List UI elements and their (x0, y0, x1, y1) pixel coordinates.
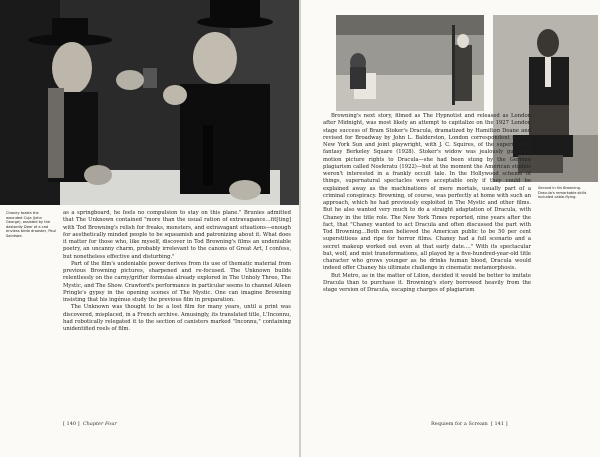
paragraph: as a springboard, he feels no compulsion to stay on this plane." Brunies admitted that The Unknown contained "more than the usual ration of extravagance…fit[ting] with Tod Browning's relish for freaks, monsters, and extravagant situations—enough for aesthetically minded people to be squeamish and patronizing about it. What does it matter for those who, like myself, discover in Tod Browning's films an undeniable poetry, an uncanny charm, probably irrelevant to the canons of Great Art, I confess, but nonetheless effective and disturbing." (63, 210, 291, 260)
body-text (323, 113, 531, 294)
paragraph: The Unknown was thought to be a lost film for many years, until a print was discovered, misplaced, in a French archive. Amusingly, its translated title, L'Inconnu, had robotically relegated it to the section of canisters marked "Inconnu," containing unidentified reels of film. (63, 304, 291, 332)
folio-left (63, 421, 117, 427)
page-number: [ 141 ] (490, 421, 508, 427)
page-number: [ 140 ] (63, 421, 80, 427)
paragraph: Browning's next story, filmed as The Hypnotist and released as London after Midnight, was most likely an attempt to capitalize on the 1927 London stage success of Bram Stoker's Dracula, dramatized by Hamilton Deane and revised for Broadway by John L. Balderston, London correspondent for the New York Sun and joint playwright, with J. C. Squires, of the supernatural fantasy Berkeley Square (1928). Stoker's widow was jealously guarding motion picture rights to Dracula—she had been stung by the German plagiarism called Nosferatu (1922)—but at the moment the American studios weren't interested in a frankly occult tale. In the Hollywood scheme of things, supernatural spectacles were acceptable only if they could be explained away as the machinations of mere mortals, usually part of a criminal conspiracy. Browning, of course, was perfectly at home with such an approach, which he had previously exploited in The Mystic and other films. But he also wanted very much to do a straight adaptation of Dracula, with Chaney in the title role. The New York Times reported, nine years after the fact, that "Chaney wanted to act Dracula and often discussed the part with Tod Browning…Both men believed the American public to be 50 per cent superstitious and ripe for horror films. Chaney had a full scenario and a secret makeup worked out even at that early date…." With its spectacular bat, wolf, and mist transformations, all played by a five-hundred-year-old title character who grows younger as he drinks human blood, Dracula would indeed offer Chaney his ultimate challenge in cinematic metamorphosis. (323, 113, 531, 272)
paragraph: Part of the film's undeniable power derives from its use of thematic material from previous Browning pictures, sharpened and re-focused. The Unknown builds relentlessly on the carny/grifter formulas already explored in The Unholy Three, The Mystic, and The Show. Crawford's performance in particular seems to channel Aileen Pringle's gypsy in the opening scenes of The Mystic. One can imagine Browning insisting that his ingénue study the previous film in preparation. (63, 260, 291, 303)
film-still-photo (0, 0, 299, 205)
studio-portrait-photo (336, 15, 484, 111)
photo-caption: Second in his Browning. Dracula's remarkable skills included cable-flying. (538, 186, 587, 200)
right-page (301, 0, 600, 457)
left-page (0, 0, 299, 457)
book-title: Requiem for a Scream (431, 421, 488, 427)
chapter-title: Chapter Four (82, 421, 117, 427)
paragraph: But Metro, as in the matter of Lilion, decided it would be better to imitate Dracula than to purchase it. Browning's story borrowed heavily from the stage version of Dracula, escaping charges of plagiarism (323, 272, 531, 293)
folio-right (431, 421, 508, 427)
photo-caption: Chaney toasts the wounded Cuja (John George), assisted by the dastardly Dear of a cad enviess birdo droaster, Paul Saintsbe. (6, 211, 56, 238)
body-text (63, 210, 291, 333)
